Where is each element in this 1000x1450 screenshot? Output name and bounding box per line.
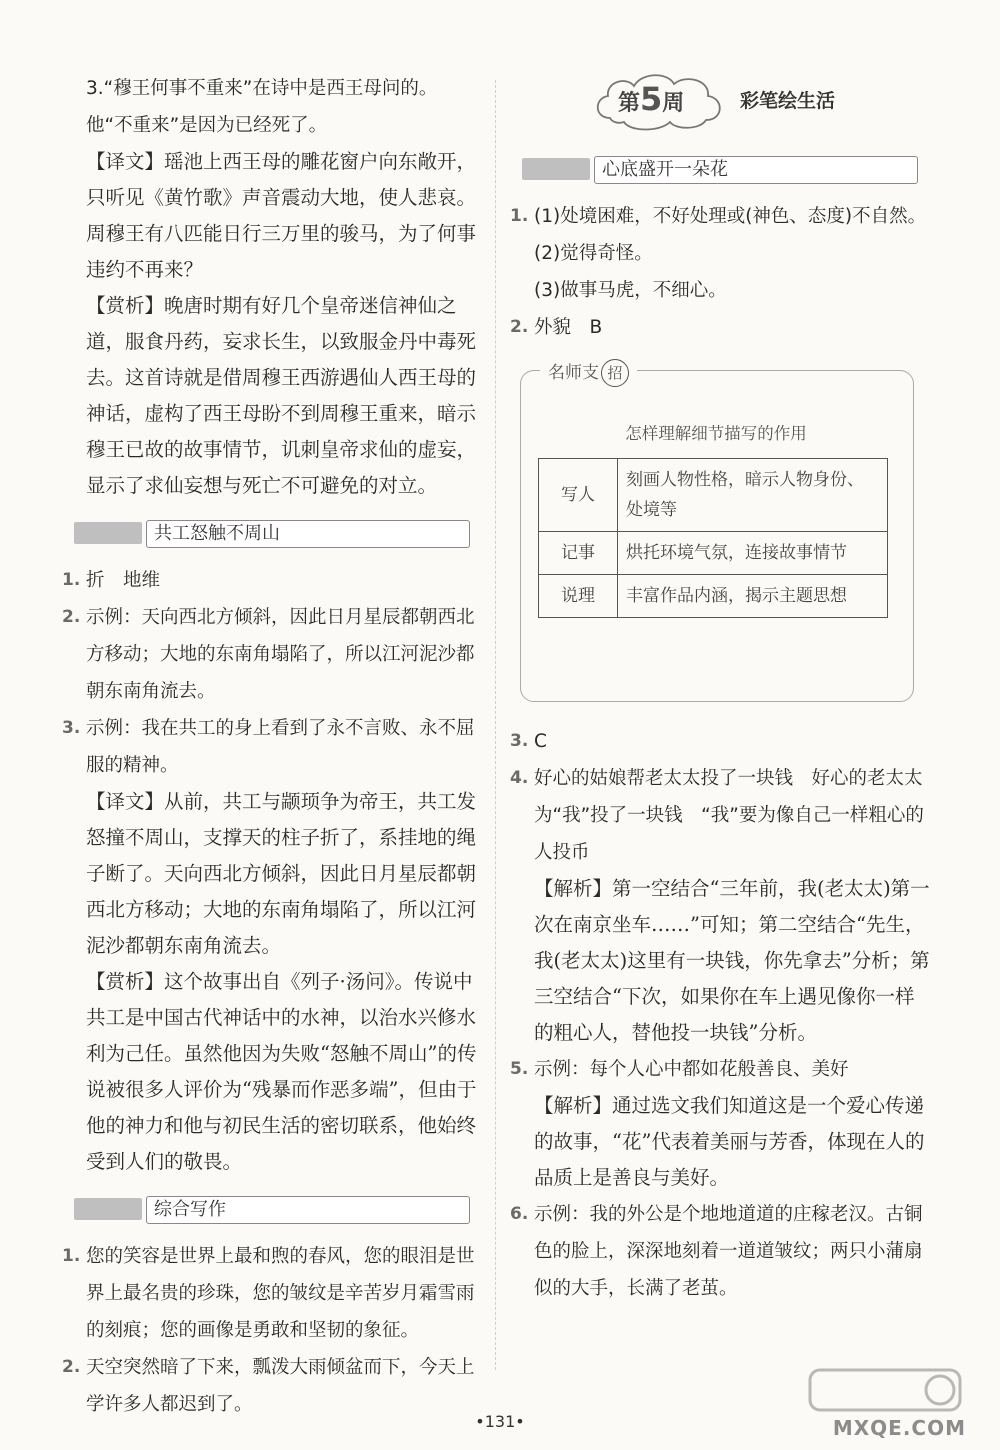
section-header-2 xyxy=(74,520,470,548)
answers-d xyxy=(510,1196,930,1307)
item-number: 5. xyxy=(510,1059,529,1079)
q3-translation: 【译文】瑶池上西王母的雕花窗户向东敞开，只听见《黄竹歌》声音震动大地，使人悲哀。周穆王有八匹能日行三万里的骏马，为了何事违约不再来？ xyxy=(86,150,477,281)
item-text: 示例：我在共工的身上看到了永不言败、永不屈服的精神。 xyxy=(86,718,475,776)
s2-appreciation: 【赏析】这个故事出自《列子·汤问》。传说中共工是中国古代神话中的水神，以治水兴修水利为己任。虽然他因为失败“怒触不周山”的传说被很多人评价为“残暴而作恶多端”，但由于他的神力和他与初民生活的密切联系，他始终受到人们的敬畏。 xyxy=(86,970,477,1173)
table-row xyxy=(539,459,888,532)
answer-item xyxy=(510,1051,930,1088)
q5-analysis: 【解析】通过选文我们知道这是一个爱心传递的故事，“花”代表着美丽与芳香，体现在人的品质上是善良与美好。 xyxy=(534,1094,925,1189)
item-text: 示例：每个人心中都如花般善良、美好 xyxy=(534,1059,849,1080)
item-text: (3)做事马虎，不细心。 xyxy=(534,280,727,301)
item-number: 1. xyxy=(62,1246,81,1266)
section-header-3 xyxy=(74,1196,470,1224)
right-column xyxy=(510,70,930,1307)
section-header-1 xyxy=(522,156,918,184)
item-text: 天空突然暗了下来，瓢泼大雨倾盆而下，今天上学许多人都迟到了。 xyxy=(86,1357,475,1415)
answer-item xyxy=(510,235,930,272)
item-text: (2)觉得奇怪。 xyxy=(534,243,653,264)
item-text: 示例：我的外公是个地地道道的庄稼老汉。古铜色的脸上，深深地刻着一道道皱纹；两只小蒲扇似的大手，长满了老茧。 xyxy=(534,1204,923,1299)
answer-item xyxy=(510,723,930,760)
table-cell-body: 丰富作品内涵，揭示主题思想 xyxy=(618,575,888,618)
item-number: 6. xyxy=(510,1204,529,1224)
item-number: 3. xyxy=(62,718,81,738)
item-number: 4. xyxy=(510,768,529,788)
item-number: 1. xyxy=(62,570,81,590)
tips-circle-char: 招 xyxy=(601,359,629,387)
answer-item xyxy=(62,562,482,599)
page-number: •131• xyxy=(475,1412,525,1431)
section-tab xyxy=(74,1198,142,1220)
item-text: C xyxy=(534,731,547,752)
column-divider xyxy=(495,80,496,1370)
table-cell-head: 写人 xyxy=(539,459,618,532)
section2-answers xyxy=(62,562,482,784)
item-number: 2. xyxy=(62,607,81,627)
item-number: 2. xyxy=(62,1357,81,1377)
answer-item xyxy=(62,710,482,784)
section-title: 共工怒触不周山 xyxy=(154,523,280,544)
item-text: 示例：天向西北方倾斜，因此日月星辰都朝西北方移动；大地的东南角塌陷了，所以江河泥沙都朝东南角流去。 xyxy=(86,607,475,702)
section-tab xyxy=(74,522,142,544)
item-number: 1. xyxy=(510,206,529,226)
item-text: 好心的姑娘帮老太太投了一块钱 好心的老太太为“我”投了一块钱 “我”要为像自己一样粗心的人投币 xyxy=(534,768,924,863)
item-number: 2. xyxy=(510,317,529,337)
item-text: 外貌 B xyxy=(534,317,603,338)
answer-item xyxy=(510,198,930,235)
week-title: 彩笔绘生活 xyxy=(740,90,836,112)
tips-table xyxy=(538,458,888,618)
answers-b xyxy=(510,723,930,871)
item-number: 3. xyxy=(510,731,529,751)
answer-item xyxy=(510,272,930,309)
table-cell-head: 说理 xyxy=(539,575,618,618)
answer-item xyxy=(510,1196,930,1307)
table-row xyxy=(539,532,888,575)
s2-translation: 【译文】从前，共工与颛顼争为帝王，共工发怒撞不周山，支撑天的柱子折了，系挂地的绳子断了。天向西北方倾斜，因此日月星辰都朝西北方移动；大地的东南角塌陷了，所以江河泥沙都朝东南角流去。 xyxy=(86,790,477,957)
week-header xyxy=(590,70,930,140)
q3-intro: 3.“穆王何事不重来”在诗中是西王母问的。他“不重来”是因为已经死了。 xyxy=(86,78,438,136)
section3-answers xyxy=(62,1238,482,1423)
table-cell-body: 刻画人物性格，暗示人物身份、处境等 xyxy=(618,459,888,532)
table-cell-body: 烘托环境气氛，连接故事情节 xyxy=(618,532,888,575)
week-label: 第5周 xyxy=(618,80,685,118)
item-text: 折 地维 xyxy=(86,570,161,591)
q3-appreciation: 【赏析】晚唐时期有好几个皇帝迷信神仙之道，服食丹药，妄求长生，以致服金丹中毒死去。这首诗就是借周穆王西游遇仙人西王母的神话，虚构了西王母盼不到周穆王重来，暗示穆王已故的故事情节，讥刺皇帝求仙的虚妄，显示了求仙妄想与死亡不可避免的对立。 xyxy=(86,294,477,497)
watermark-text: MXQE.COM xyxy=(832,1416,966,1440)
left-column xyxy=(62,70,482,1423)
answer-item xyxy=(62,1238,482,1349)
section-tab xyxy=(522,158,590,180)
tips-label: 名师支 招 xyxy=(540,358,637,387)
answers-c xyxy=(510,1051,930,1088)
section-title: 心底盛开一朵花 xyxy=(602,159,728,180)
answer-item xyxy=(510,760,930,871)
item-text: (1)处境困难，不好处理或(神色、态度)不自然。 xyxy=(534,206,927,227)
tips-subtitle: 怎样理解细节描写的作用 xyxy=(625,424,807,443)
item-text: 您的笑容是世界上最和煦的春风，您的眼泪是世界上最名贵的珍珠，您的皱纹是辛苦岁月霜雪雨的刻痕；您的画像是勇敢和坚韧的象征。 xyxy=(86,1246,475,1341)
teacher-tips-box xyxy=(520,358,912,713)
answer-item xyxy=(62,599,482,710)
section-title: 综合写作 xyxy=(154,1199,226,1220)
answers-a xyxy=(510,198,930,346)
table-cell-head: 记事 xyxy=(539,532,618,575)
week-number: 5 xyxy=(640,80,663,118)
table-row xyxy=(539,575,888,618)
q4-analysis: 【解析】第一空结合“三年前，我(老太太)第一次在南京坐车……”可知；第二空结合“先生，我(老太太)这里有一块钱，你先拿去”分析；第三空结合“下次，如果你在车上遇见像你一样的粗心人，替他投一块钱”分析。 xyxy=(534,877,930,1044)
answer-item xyxy=(510,309,930,346)
